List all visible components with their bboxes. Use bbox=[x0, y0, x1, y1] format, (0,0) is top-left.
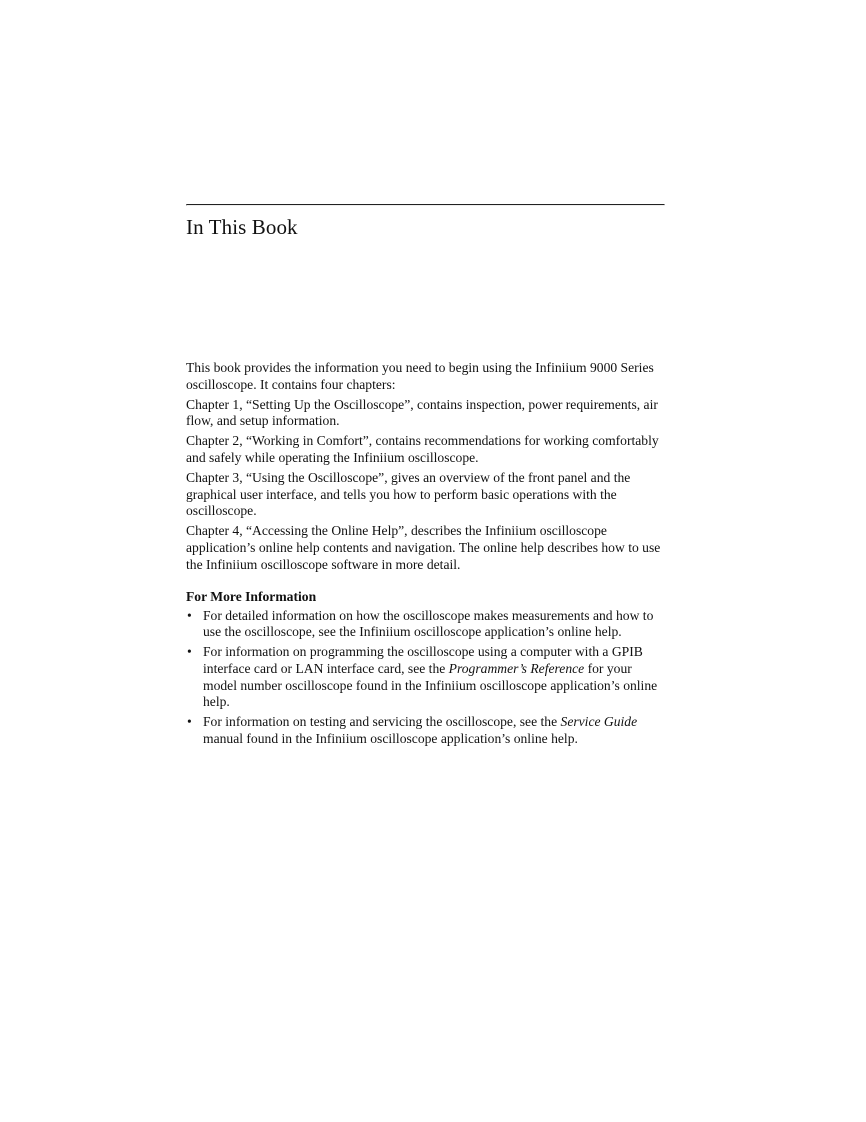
intro-paragraph: This book provides the information you need to begin using the Infiniium 9000 Series oscilloscope. It contains four chapters: bbox=[186, 360, 654, 392]
more-info-heading: For More Information bbox=[186, 589, 317, 605]
list-item bbox=[186, 644, 666, 710]
list-item-text: For detailed information on how the oscilloscope makes measurements and how to use the oscilloscope, see the Infiniium oscilloscope application’s online help. bbox=[203, 607, 654, 640]
bullet-icon: • bbox=[187, 607, 192, 623]
list-item bbox=[186, 608, 666, 641]
list-item-text-end: manual found in the Infiniium oscilloscope application’s online help. bbox=[203, 730, 578, 746]
list-item-text-end: for your model number oscilloscope found in the Infiniium oscilloscope application’s online help. bbox=[203, 661, 658, 710]
list-item bbox=[186, 714, 666, 747]
list-item-text-start: For information on programming the oscilloscope using a computer with a GPIB interface card or LAN interface card, see the bbox=[203, 644, 643, 676]
list-item-text-start: For information on testing and servicing the oscilloscope, see the bbox=[203, 714, 561, 730]
programmers-reference-title: Programmer’s Reference bbox=[448, 661, 585, 676]
chapter-2-summary: Chapter 2, “Working in Comfort”, contains recommendations for working comfortably and safely while operating the Infiniium oscilloscope. bbox=[186, 433, 659, 465]
chapter-3-summary: Chapter 3, “Using the Oscilloscope”, gives an overview of the front panel and the graphical user interface, and tells you how to perform basic operations with the oscilloscope. bbox=[186, 470, 631, 519]
bullet-icon: • bbox=[187, 644, 192, 660]
page-title: In This Book bbox=[186, 215, 298, 239]
body-text bbox=[186, 360, 666, 751]
more-info-list bbox=[186, 608, 666, 748]
title-rule bbox=[186, 204, 665, 206]
chapter-header bbox=[186, 204, 663, 240]
chapter-4-summary: Chapter 4, “Accessing the Online Help”, describes the Infiniium oscilloscope application’s online help contents and navigation. The online help describes how to use the Infiniium oscilloscope software in more detail. bbox=[186, 523, 661, 572]
chapter-1-summary: Chapter 1, “Setting Up the Oscilloscope”, contains inspection, power requirements, air flow, and setup information. bbox=[186, 396, 658, 429]
service-guide-title: Service Guide bbox=[560, 714, 638, 730]
bullet-icon: • bbox=[187, 714, 192, 730]
